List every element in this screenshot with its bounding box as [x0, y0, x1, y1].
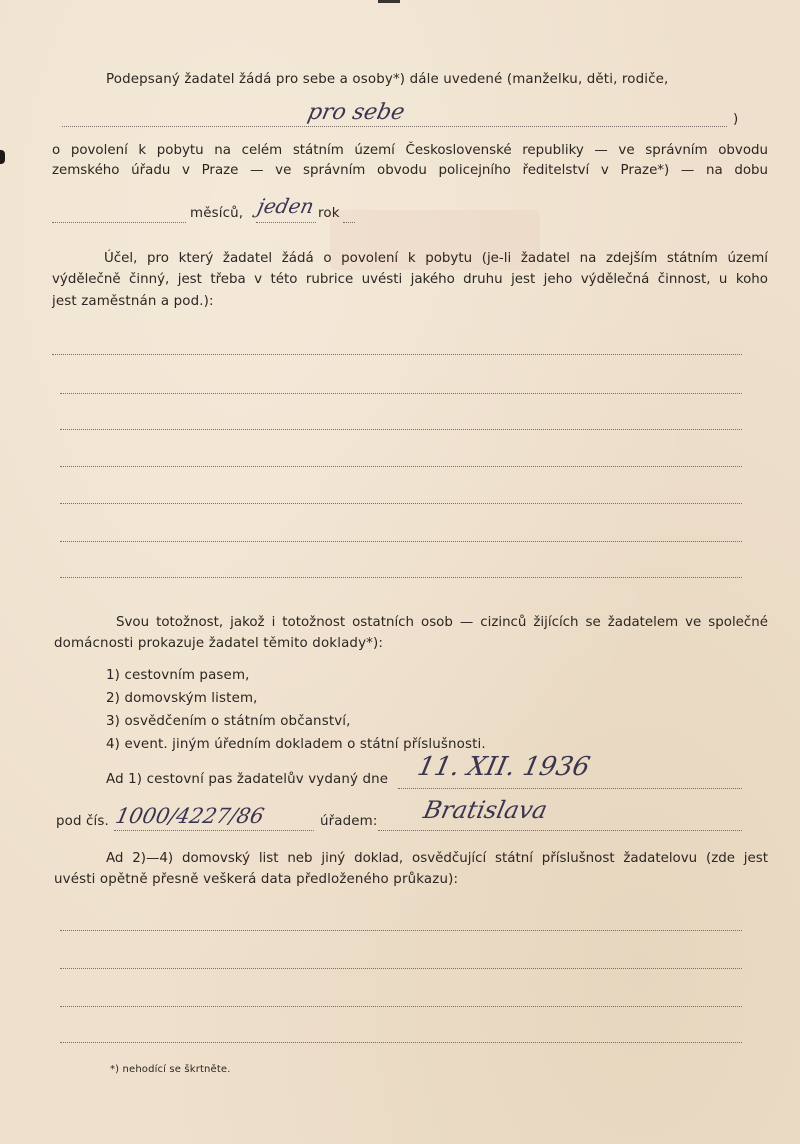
purpose-line-1: Účel, pro který žadatel žádá o povolení k pobytu (je-li žadatel na zdejším státním území — [104, 251, 768, 266]
domicile-fill-line-2[interactable] — [60, 968, 742, 969]
document-4-number: 4) — [106, 737, 121, 752]
purpose-fill-line-1[interactable] — [52, 354, 742, 355]
office-fill-line[interactable] — [378, 830, 742, 831]
purpose-fill-line-6[interactable] — [60, 541, 742, 542]
passport-number-handwritten: 1000/4227/86 — [113, 804, 267, 828]
document-2-number: 2) — [106, 691, 121, 706]
purpose-fill-line-5[interactable] — [60, 503, 742, 504]
months-fill-line[interactable] — [52, 222, 186, 223]
domicile-fill-line-4[interactable] — [60, 1042, 742, 1043]
document-4 — [106, 737, 486, 753]
close-paren: ) — [733, 112, 739, 127]
document-3 — [106, 714, 351, 730]
years-handwritten: jeden — [255, 194, 317, 218]
punch-hole-mark — [0, 150, 5, 164]
document-3-label: osvědčením o státním občanství, — [124, 714, 351, 729]
year-end-dots — [343, 222, 355, 223]
document-1 — [106, 668, 250, 684]
purpose-fill-line-3[interactable] — [60, 429, 742, 430]
document-1-label: cestovním pasem, — [124, 668, 250, 683]
permit-line-2: zemského úřadu v Praze — ve správním obvodu policejního ředitelství v Praze*) — na dobu — [52, 163, 768, 178]
persons-fill-line[interactable] — [62, 126, 727, 127]
months-label: měsíců, — [190, 206, 244, 221]
identity-line-1: Svou totožnost, jakož i totožnost ostatních osob — cizinců žijících se žadatelem ve společné — [116, 615, 768, 630]
purpose-line-2: výdělečně činný, jest třeba v této rubrice uvésti jakého druhu jest jeho výdělečná činnost, u koho — [52, 272, 768, 287]
document-2 — [106, 691, 258, 707]
purpose-fill-line-4[interactable] — [60, 466, 742, 467]
domicile-line-1: Ad 2)—4) domovský list neb jiný doklad, osvědčující státní příslušnost žadatelovu (zde jest — [106, 851, 768, 866]
document-2-label: domovským listem, — [124, 691, 258, 706]
permit-line-1: o povolení k pobytu na celém státním území Československé republiky — ve správním obvodu — [52, 143, 768, 158]
document-1-number: 1) — [106, 668, 121, 683]
number-label: pod čís. — [56, 814, 109, 829]
passport-label: Ad 1) cestovní pas žadatelův vydaný dne — [106, 772, 389, 787]
document-4-label: event. jiným úředním dokladem o státní příslušnosti. — [124, 737, 486, 752]
years-fill-line[interactable] — [256, 222, 316, 223]
purpose-fill-line-7[interactable] — [60, 577, 742, 578]
passport-number-fill-line[interactable] — [114, 830, 314, 831]
intro-text: Podepsaný žadatel žádá pro sebe a osoby*) dále uvedené (manželku, děti, rodiče, — [106, 72, 669, 87]
passport-date-fill-line[interactable] — [398, 788, 742, 789]
year-label: rok — [318, 206, 340, 221]
purpose-fill-line-2[interactable] — [60, 393, 742, 394]
purpose-line-3: jest zaměstnán a pod.): — [52, 294, 214, 309]
domicile-fill-line-1[interactable] — [60, 930, 742, 931]
binding-mark — [378, 0, 400, 3]
passport-date-handwritten: 11. XII. 1936 — [414, 752, 593, 782]
footnote: *) nehodící se škrtněte. — [110, 1064, 231, 1075]
office-handwritten: Bratislava — [421, 796, 550, 824]
identity-line-2: domácnosti prokazuje žadatel těmito doklady*): — [54, 636, 384, 651]
domicile-line-2: uvésti opětně přesně veškerá data předloženého průkazu): — [54, 872, 459, 887]
office-label: úřadem: — [320, 814, 378, 829]
persons-handwritten: pro sebe — [305, 100, 407, 125]
domicile-fill-line-3[interactable] — [60, 1006, 742, 1007]
document-3-number: 3) — [106, 714, 121, 729]
